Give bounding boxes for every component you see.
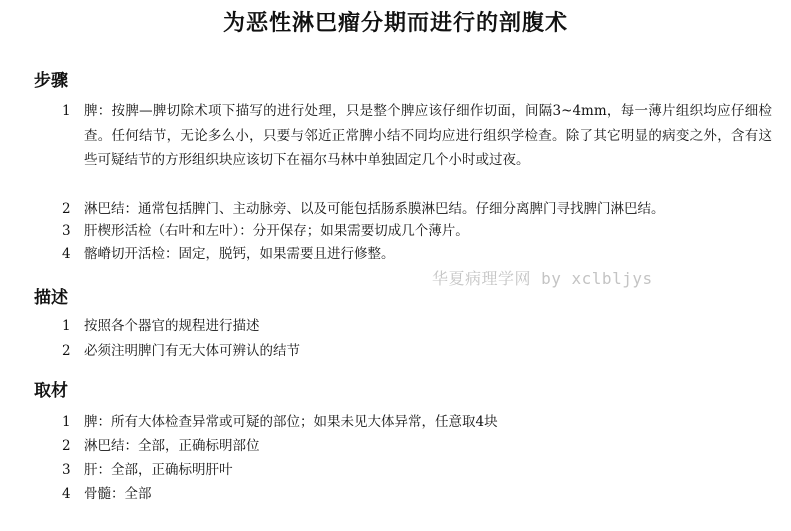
watermark: 华夏病理学网 by xclbljys (432, 269, 653, 288)
item-text: 髂嵴切开活检：固定，脱钙，如果需要且进行修整。 (84, 246, 395, 262)
list-item (62, 197, 772, 222)
item-number: 4 (62, 486, 71, 502)
list-item (62, 458, 772, 483)
section-heading-steps: 步骤 (34, 71, 68, 91)
item-number: 1 (62, 414, 71, 430)
item-text: 肝：全部，正确标明肝叶 (84, 462, 233, 478)
section-heading-description: 描述 (34, 288, 68, 308)
item-number: 1 (62, 103, 71, 119)
list-item (62, 410, 772, 435)
item-text: 淋巴结：全部，正确标明部位 (84, 438, 260, 454)
item-text: 淋巴结：通常包括脾门、主动脉旁、以及可能包括肠系膜淋巴结。仔细分离脾门寻找脾门淋巴结。 (84, 201, 665, 217)
item-text: 按照各个器官的规程进行描述 (84, 318, 260, 334)
page-title: 为恶性淋巴瘤分期而进行的剖腹术 (222, 11, 568, 36)
item-number: 3 (62, 223, 71, 239)
item-number: 1 (62, 318, 71, 334)
item-text: 脾：所有大体检查异常或可疑的部位；如果未见大体异常，任意取4块 (84, 414, 498, 430)
item-number: 2 (62, 438, 71, 454)
item-text: 肝楔形活检（右叶和左叶）：分开保存；如果需要切成几个薄片。 (84, 223, 469, 239)
item-number: 3 (62, 462, 71, 478)
item-number: 2 (62, 343, 71, 359)
item-text: 骨髓：全部 (84, 486, 152, 502)
list-item (62, 99, 772, 173)
section-heading-sampling: 取材 (34, 381, 68, 401)
item-number: 4 (62, 246, 71, 262)
list-item (62, 482, 772, 507)
list-item (62, 314, 772, 339)
item-number: 2 (62, 201, 71, 217)
list-item (62, 434, 772, 459)
list-item (62, 242, 772, 267)
list-item (62, 339, 772, 364)
item-text: 脾：按脾—脾切除术项下描写的进行处理，只是整个脾应该仔细作切面，间隔3~4mm，每一薄片组织均应仔细检查。任何结节，无论多么小，只要与邻近正常脾小结不同均应进行组织学检查。除了其它明显的病变之外，含有这些可疑结节的方形组织块应该切下在福尔马林中单独固定几个小时或过夜。 (84, 103, 772, 168)
item-text: 必须注明脾门有无大体可辨认的结节 (84, 343, 300, 359)
list-item (62, 219, 772, 244)
